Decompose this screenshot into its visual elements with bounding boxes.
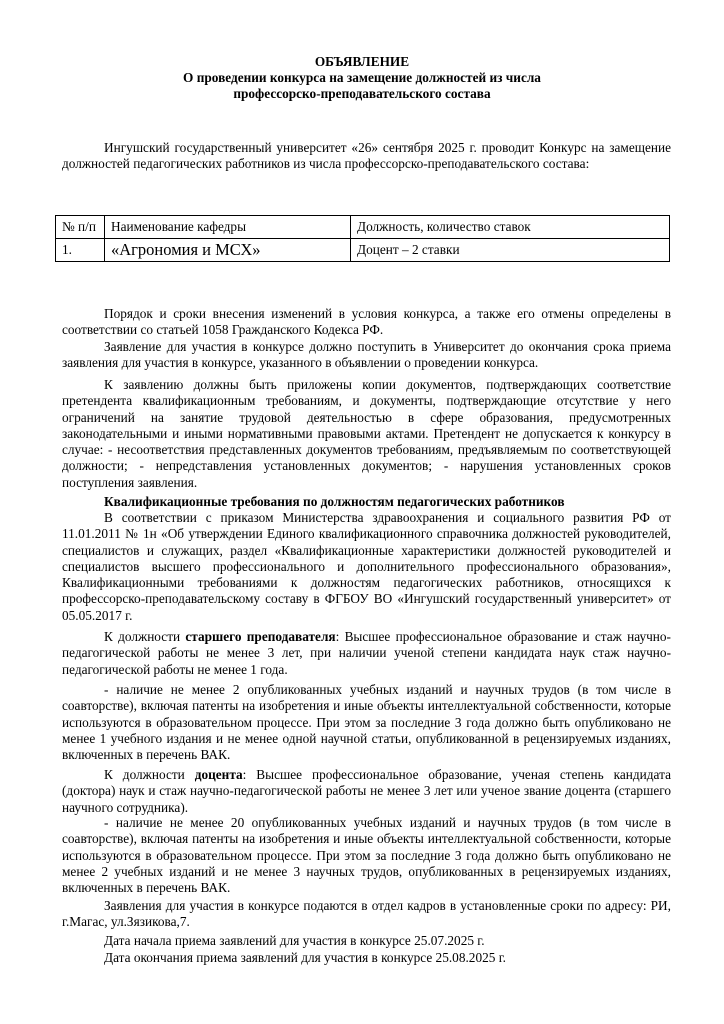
row-cell-position: Доцент – 2 ставки — [351, 239, 670, 262]
intro-paragraph: Ингушский государственный университет «26» сентября 2025 г. проводит Конкурс на замещение должностей педагогических работников из числа профессорско-преподавательского состава: — [62, 140, 671, 172]
table-row — [56, 239, 670, 262]
paragraph-documents: К заявлению должны быть приложены копии документов, подтверждающих соответствие претендента квалификационным требованиям, и документы, подтверждающие отсутствие у него ограничений на занятие трудовой деятельностью в сфере образования, предусмотренных законодательными и иными нормативными правовыми актами. Претендент не допускается к конкурсу в случае: - несоответствия представленных документов требованиям, предъявляемым по соответствующей должности; - непредставления установленных документов; - нарушения установленных сроков поступления заявления. — [62, 377, 671, 490]
paragraph-submission: Заявления для участия в конкурсе подаются в отдел кадров в установленные сроки по адресу: РИ, г.Магас, ул.Зязикова,7. — [62, 898, 671, 930]
paragraph-senior-publications: - наличие не менее 2 опубликованных учебных изданий и научных трудов (в том числе в соавторстве), включая патенты на изобретения и иные объекты интеллектуальной собственности, которые используются в образовательном процессе. При этом за последние 3 года должно быть опубликовано не менее 1 учебного издания и не менее одной научной статьи, опубликованной в рецензируемых изданиях, включенных в перечень ВАК. — [62, 682, 671, 763]
row-cell-num: 1. — [56, 239, 105, 262]
senior-requirements: : Высшее профессиональное образование и стаж научно-педагогической работы не менее 3 лет, при наличии ученой степени кандидата наук стаж научно-педагогической работы не менее 1 года. — [62, 629, 671, 677]
vacancy-table — [55, 215, 670, 262]
senior-title: старшего преподавателя — [185, 629, 336, 644]
header-cell-position: Должность, количество ставок — [351, 216, 670, 239]
docent-title: доцента — [194, 767, 243, 782]
page-subtitle-line1: О проведении конкурса на замещение должностей из числа — [183, 70, 541, 85]
paragraph-order-ref: В соответствии с приказом Министерства здравоохранения и социального развития РФ от 11.01.2011 № 1н «Об утверждении Единого квалификационного справочника должностей руководителей, специалистов и служащих, раздел «Квалификационные характеристики должностей руководителей и специалистов высшего профессионального и дополнительного профессионального образования», Квалификационными требованиями к должностям педагогических работников, относящихся к профессорско-преподавательскому составу в ФГБОУ ВО «Ингушский государственный университет» от 05.05.2017 г. — [62, 510, 671, 623]
page-title: ОБЪЯВЛЕНИЕ — [314, 54, 410, 69]
docent-requirements: : Высшее профессиональное образование, ученая степень кандидата (доктора) наук и стаж научно-педагогической работы не менее 3 лет или ученое звание доцента (старшего научного сотрудника). — [62, 767, 671, 815]
paragraph-order: Порядок и сроки внесения изменений в условия конкурса, а также его отмены определены в соответствии со статьей 1058 Гражданского Кодекса РФ. — [62, 306, 671, 338]
start-date: Дата начала приема заявлений для участия в конкурсе 25.07.2025 г. — [104, 933, 485, 948]
header-cell-num: № п/п — [56, 216, 105, 239]
paragraph-application: Заявление для участия в конкурсе должно поступить в Университет до окончания срока приема заявления для участия в конкурсе, указанного в объявлении о проведении конкурса. — [62, 339, 671, 371]
table-header-row — [56, 216, 670, 239]
header-cell-dept: Наименование кафедры — [105, 216, 351, 239]
docent-prefix: К должности — [104, 767, 195, 782]
row-cell-dept: «Агрономия и МСХ» — [105, 239, 351, 262]
paragraph-docent-publications: - наличие не менее 20 опубликованных учебных изданий и научных трудов (в том числе в соавторстве), включая патенты на изобретения и иные объекты интеллектуальной собственности, которые используются в образовательном процессе. При этом за последние 3 года должно быть опубликовано не менее 2 учебных изданий и не менее 3 научных трудов, опубликованных в рецензируемых изданиях, включенных в перечень ВАК. — [62, 815, 671, 896]
senior-prefix: К должности — [104, 629, 186, 644]
page-subtitle-line2: профессорско-преподавательского состава — [233, 86, 491, 101]
paragraph-senior-lecturer — [62, 629, 671, 678]
end-date: Дата окончания приема заявлений для участия в конкурсе 25.08.2025 г. — [104, 950, 506, 965]
qualification-heading: Квалификационные требования по должностям педагогических работников — [104, 494, 565, 509]
paragraph-docent — [62, 767, 671, 816]
